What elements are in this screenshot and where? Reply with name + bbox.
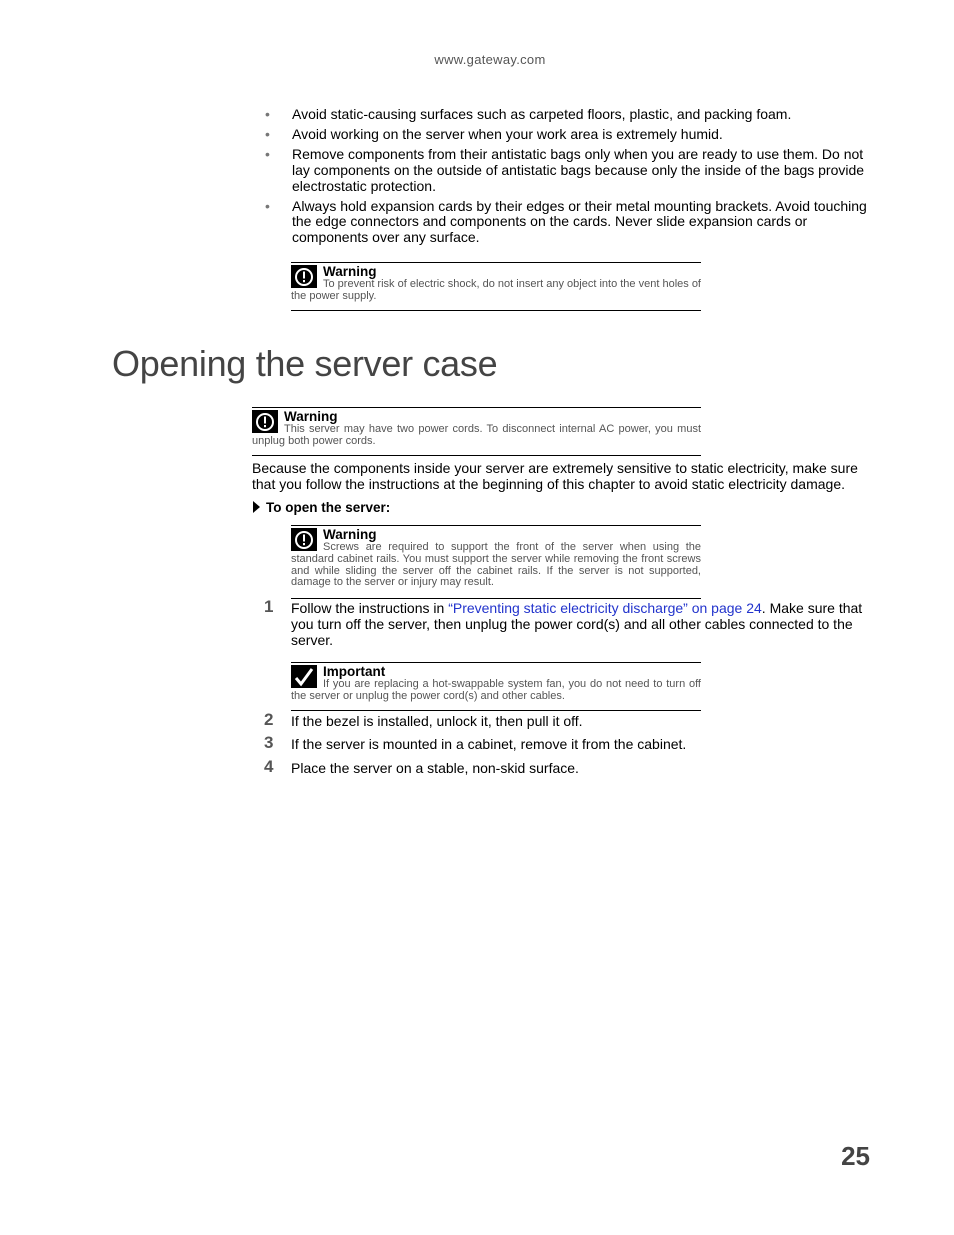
page-number: 25	[841, 1141, 870, 1171]
warning-notice	[291, 262, 701, 311]
notice-title: Warning	[284, 409, 338, 424]
bullet-icon: •	[265, 197, 270, 214]
intro-paragraph: Because the components inside your server are extremely sensitive to static electricity, make sure that you follow the instructions at the beginning of this chapter to avoid static electricity damage.	[252, 460, 858, 492]
cross-reference-link[interactable]: “Preventing static electricity discharge” on page 24	[448, 600, 762, 616]
step-number: 2	[264, 710, 274, 729]
step-text: If the server is mounted in a cabinet, remove it from the cabinet.	[291, 736, 687, 752]
list-item	[265, 199, 870, 246]
warning-notice	[252, 407, 701, 456]
arrow-right-icon	[253, 501, 260, 513]
step-text	[291, 601, 871, 648]
list-item-text: Avoid static-causing surfaces such as carpeted floors, plastic, and packing foam.	[292, 106, 792, 122]
bullet-icon: •	[265, 146, 270, 163]
notice-title: Important	[323, 664, 386, 679]
procedure-label: To open the server:	[266, 500, 391, 515]
list-item-text: Always hold expansion cards by their edges or their metal mounting brackets. Avoid touching the edge connectors and components on the cards. Never slide expansion cards or components over any surface.	[292, 197, 867, 245]
step-text: If the bezel is installed, unlock it, then pull it off.	[291, 713, 583, 729]
procedure-heading	[253, 500, 390, 515]
notice-body: If you are replacing a hot-swappable system fan, you do not need to turn off the server or unplug the power cord(s) and other cables.	[291, 678, 701, 702]
notice-body: Screws are required to support the front of the server when using the standard cabinet rails. You must support the server while removing the front screws and while sliding the server off the cabinet rails. If the server is not supported, damage to the server or injury may result.	[291, 541, 701, 589]
notice-body: This server may have two power cords. To disconnect internal AC power, you must unplug both power cords.	[252, 423, 701, 447]
list-item	[265, 127, 870, 143]
step-text-part: . Make sure that you turn off the server, then unplug the power cord(s) and all other cables connected to the server.	[291, 600, 863, 648]
step-number: 4	[264, 757, 274, 776]
list-item	[265, 107, 870, 123]
list-item	[265, 147, 870, 194]
bullet-icon: •	[265, 126, 270, 143]
checkmark-icon	[291, 665, 317, 688]
bullet-icon: •	[265, 106, 270, 122]
notice-title: Warning	[323, 527, 377, 542]
notice-title: Warning	[323, 264, 377, 279]
header-url: www.gateway.com	[434, 52, 546, 67]
notice-body: To prevent risk of electric shock, do not insert any object into the vent holes of the power supply.	[291, 278, 701, 302]
warning-icon	[291, 528, 317, 551]
important-notice	[291, 662, 701, 711]
list-item-text: Avoid working on the server when your work area is extremely humid.	[292, 126, 723, 143]
step-number: 3	[264, 733, 274, 752]
section-heading: Opening the server case	[112, 343, 498, 384]
warning-notice	[291, 525, 701, 599]
warning-icon	[252, 410, 278, 433]
precautions-list	[265, 107, 870, 250]
step-text: Place the server on a stable, non-skid surface.	[291, 760, 579, 776]
warning-icon	[291, 265, 317, 288]
list-item-text: Remove components from their antistatic bags only when you are ready to use them. Do not lay components on the outside of antistatic bags because only the inside of the bags provide electrostatic protection.	[292, 146, 865, 194]
step-number: 1	[264, 597, 274, 616]
step-text-part: Follow the instructions in	[291, 600, 449, 616]
